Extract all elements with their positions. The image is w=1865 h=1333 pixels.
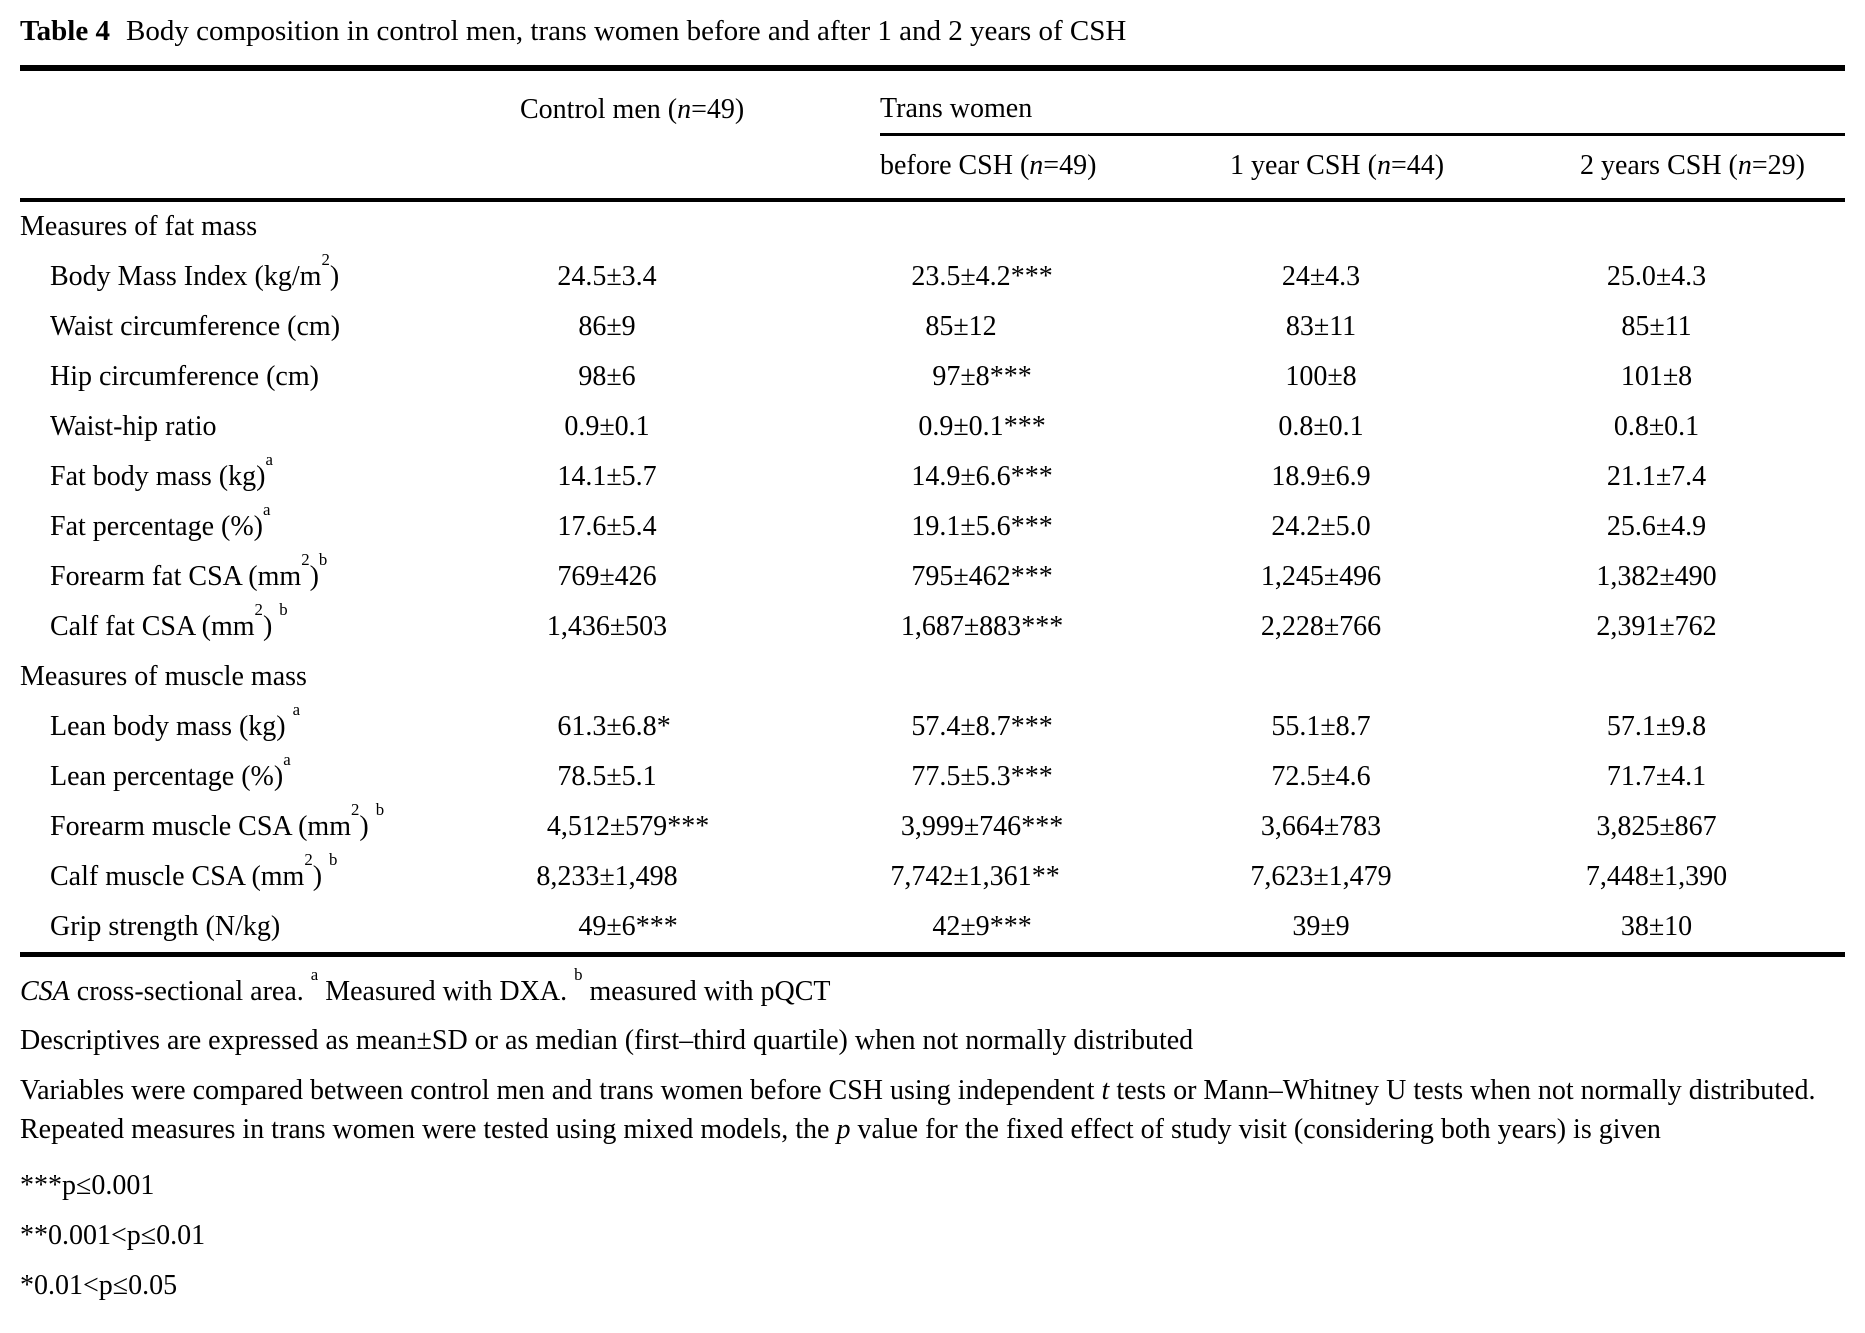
row-label: Fat percentage (%)$^a$ xyxy=(50,500,271,542)
cell-1-year-csh: 24±4.3 xyxy=(1281,260,1361,292)
table-row xyxy=(20,852,1845,902)
body-composition-table xyxy=(20,65,1845,957)
cell-1-year-csh: 55.1±8.7 xyxy=(1271,710,1371,742)
col-header-group-trans-women: Trans women xyxy=(880,68,1845,135)
footnote-sig-05: *0.01<p≤0.05 xyxy=(20,1269,178,1301)
col-header-2-years-csh: 2 years CSH (n=29) xyxy=(1580,134,1845,200)
table-row xyxy=(20,252,1845,302)
table-row xyxy=(20,902,1845,955)
header-row-1 xyxy=(20,68,1845,135)
cell-control-men: 86±9 xyxy=(578,310,636,342)
footnote-sig-001: ***p≤0.001 xyxy=(20,1170,155,1202)
cell-control-men: 98±6 xyxy=(578,360,636,392)
cell-1-year-csh: 24.2±5.0 xyxy=(1271,510,1371,542)
cell-1-year-csh: 39±9 xyxy=(1292,910,1350,942)
cell-before-csh: 85±12 xyxy=(925,310,997,342)
table-row xyxy=(20,302,1845,352)
cell-before-csh: 3,999±746*** xyxy=(900,810,1064,842)
cell-before-csh: 77.5±5.3*** xyxy=(911,760,1053,792)
row-label: Fat body mass (kg)$^a$ xyxy=(50,450,273,492)
row-label: Lean percentage (%)$^a$ xyxy=(50,750,291,792)
cell-control-men: 78.5±5.1 xyxy=(557,760,657,792)
footnote-sig-01: **0.001<p≤0.01 xyxy=(20,1219,206,1251)
col-header-1-year-csh: 1 year CSH (n=44) xyxy=(1230,134,1580,200)
col-header-before-csh: before CSH (n=49) xyxy=(880,134,1230,200)
table-row xyxy=(20,602,1845,652)
footnote-abbreviations: CSA cross-sectional area. $^a$ Measured with DXA. $^b$ measured with pQCT xyxy=(20,965,831,1007)
cell-2-years-csh: 57.1±9.8 xyxy=(1606,710,1707,742)
row-label: Calf muscle CSA $(mm^2)$ $^b$ xyxy=(50,850,338,892)
cell-before-csh: 14.9±6.6*** xyxy=(911,460,1053,492)
empty-cell xyxy=(20,68,520,135)
cell-2-years-csh: 38±10 xyxy=(1620,910,1693,942)
col-header-control-men: Control men (n=49) xyxy=(520,94,745,126)
table-number: Table 4 xyxy=(20,15,110,47)
cell-1-year-csh: 7,623±1,479 xyxy=(1250,860,1392,892)
row-label: Waist-hip ratio xyxy=(50,410,217,442)
cell-before-csh: 7,742±1,361** xyxy=(890,860,1060,892)
cell-2-years-csh: 1,382±490 xyxy=(1596,560,1717,592)
table-row xyxy=(20,402,1845,452)
table-row xyxy=(20,352,1845,402)
row-label: Forearm muscle CSA $(mm^2)$ $^b$ xyxy=(50,800,385,842)
row-label: Lean body mass (kg) $^a$ xyxy=(50,700,301,742)
cell-2-years-csh: 3,825±867 xyxy=(1596,810,1717,842)
cell-1-year-csh: 100±8 xyxy=(1285,360,1357,392)
footnote-descriptives: Descriptives are expressed as mean±SD or as median (first–third quartile) when not normally distributed xyxy=(20,1025,1194,1057)
cell-before-csh: 0.9±0.1*** xyxy=(918,410,1046,442)
section-title: Measures of muscle mass xyxy=(20,660,307,692)
cell-2-years-csh: 25.0±4.3 xyxy=(1606,260,1707,292)
cell-before-csh: 19.1±5.6*** xyxy=(911,510,1053,542)
cell-1-year-csh: 72.5±4.6 xyxy=(1271,760,1371,792)
cell-1-year-csh: 18.9±6.9 xyxy=(1271,460,1371,492)
cell-before-csh: 97±8*** xyxy=(932,360,1032,392)
section-title: Measures of fat mass xyxy=(20,210,258,242)
row-label: Body Mass Index $(kg/m^2)$ xyxy=(50,250,340,292)
table-header xyxy=(20,68,1845,200)
cell-2-years-csh: 101±8 xyxy=(1620,360,1693,392)
cell-control-men: 4,512±579*** xyxy=(546,810,710,842)
cell-before-csh: 795±462*** xyxy=(911,560,1053,592)
header-row-2 xyxy=(20,134,1845,200)
cell-2-years-csh: 25.6±4.9 xyxy=(1606,510,1707,542)
cell-2-years-csh: 21.1±7.4 xyxy=(1606,460,1707,492)
section-header-fat-mass xyxy=(20,200,1845,252)
cell-control-men: 14.1±5.7 xyxy=(557,460,657,492)
footnote-statistics: Variables were compared between control men and trans women before CSH using independent t tests or Mann–Whitney U tests when not normally distributed. Repeated measures in trans women were tested using mixed models, the p value for the fixed effect of study visit (considering both years) is given xyxy=(20,1075,1816,1145)
cell-1-year-csh: 0.8±0.1 xyxy=(1278,410,1364,442)
table-row xyxy=(20,502,1845,552)
row-label: Calf fat CSA $(mm^2)$ $^b$ xyxy=(50,600,288,642)
cell-2-years-csh: 0.8±0.1 xyxy=(1613,410,1700,442)
cell-2-years-csh: 85±11 xyxy=(1621,310,1692,342)
cell-2-years-csh: 2,391±762 xyxy=(1596,610,1717,642)
row-label: Waist circumference (cm) xyxy=(50,310,341,342)
row-label: Hip circumference (cm) xyxy=(50,360,319,392)
cell-1-year-csh: 2,228±766 xyxy=(1260,610,1382,642)
cell-control-men: 24.5±3.4 xyxy=(557,260,657,292)
cell-2-years-csh: 7,448±1,390 xyxy=(1585,860,1728,892)
row-label: Grip strength (N/kg) xyxy=(50,910,281,942)
cell-before-csh: 1,687±883*** xyxy=(900,610,1064,642)
cell-control-men: 769±426 xyxy=(557,560,657,592)
table-title-text: Body composition in control men, trans women before and after 1 and 2 years of CSH xyxy=(126,15,1127,47)
cell-control-men: 1,436±503 xyxy=(546,610,668,642)
cell-1-year-csh: 3,664±783 xyxy=(1260,810,1382,842)
table-caption xyxy=(20,6,1845,65)
table-row xyxy=(20,802,1845,852)
empty-cell xyxy=(20,134,520,200)
cell-control-men: 61.3±6.8* xyxy=(557,710,671,742)
cell-before-csh: 42±9*** xyxy=(932,910,1032,942)
cell-1-year-csh: 83±11 xyxy=(1285,310,1357,342)
cell-control-men: 8,233±1,498 xyxy=(536,860,678,892)
table-footnotes xyxy=(20,957,1845,1305)
section-header-muscle-mass xyxy=(20,652,1845,702)
row-label: Forearm fat CSA $(mm^2)^b$ xyxy=(50,550,328,592)
table-row xyxy=(20,552,1845,602)
table-row xyxy=(20,752,1845,802)
cell-before-csh: 23.5±4.2*** xyxy=(911,260,1053,292)
cell-before-csh: 57.4±8.7*** xyxy=(911,710,1053,742)
table-body xyxy=(20,200,1845,955)
table-row xyxy=(20,452,1845,502)
cell-control-men: 49±6*** xyxy=(578,910,678,942)
table-row xyxy=(20,702,1845,752)
empty-cell xyxy=(520,134,880,200)
cell-control-men: 17.6±5.4 xyxy=(557,510,657,542)
cell-2-years-csh: 71.7±4.1 xyxy=(1606,760,1707,792)
cell-control-men: 0.9±0.1 xyxy=(564,410,650,442)
cell-1-year-csh: 1,245±496 xyxy=(1260,560,1382,592)
